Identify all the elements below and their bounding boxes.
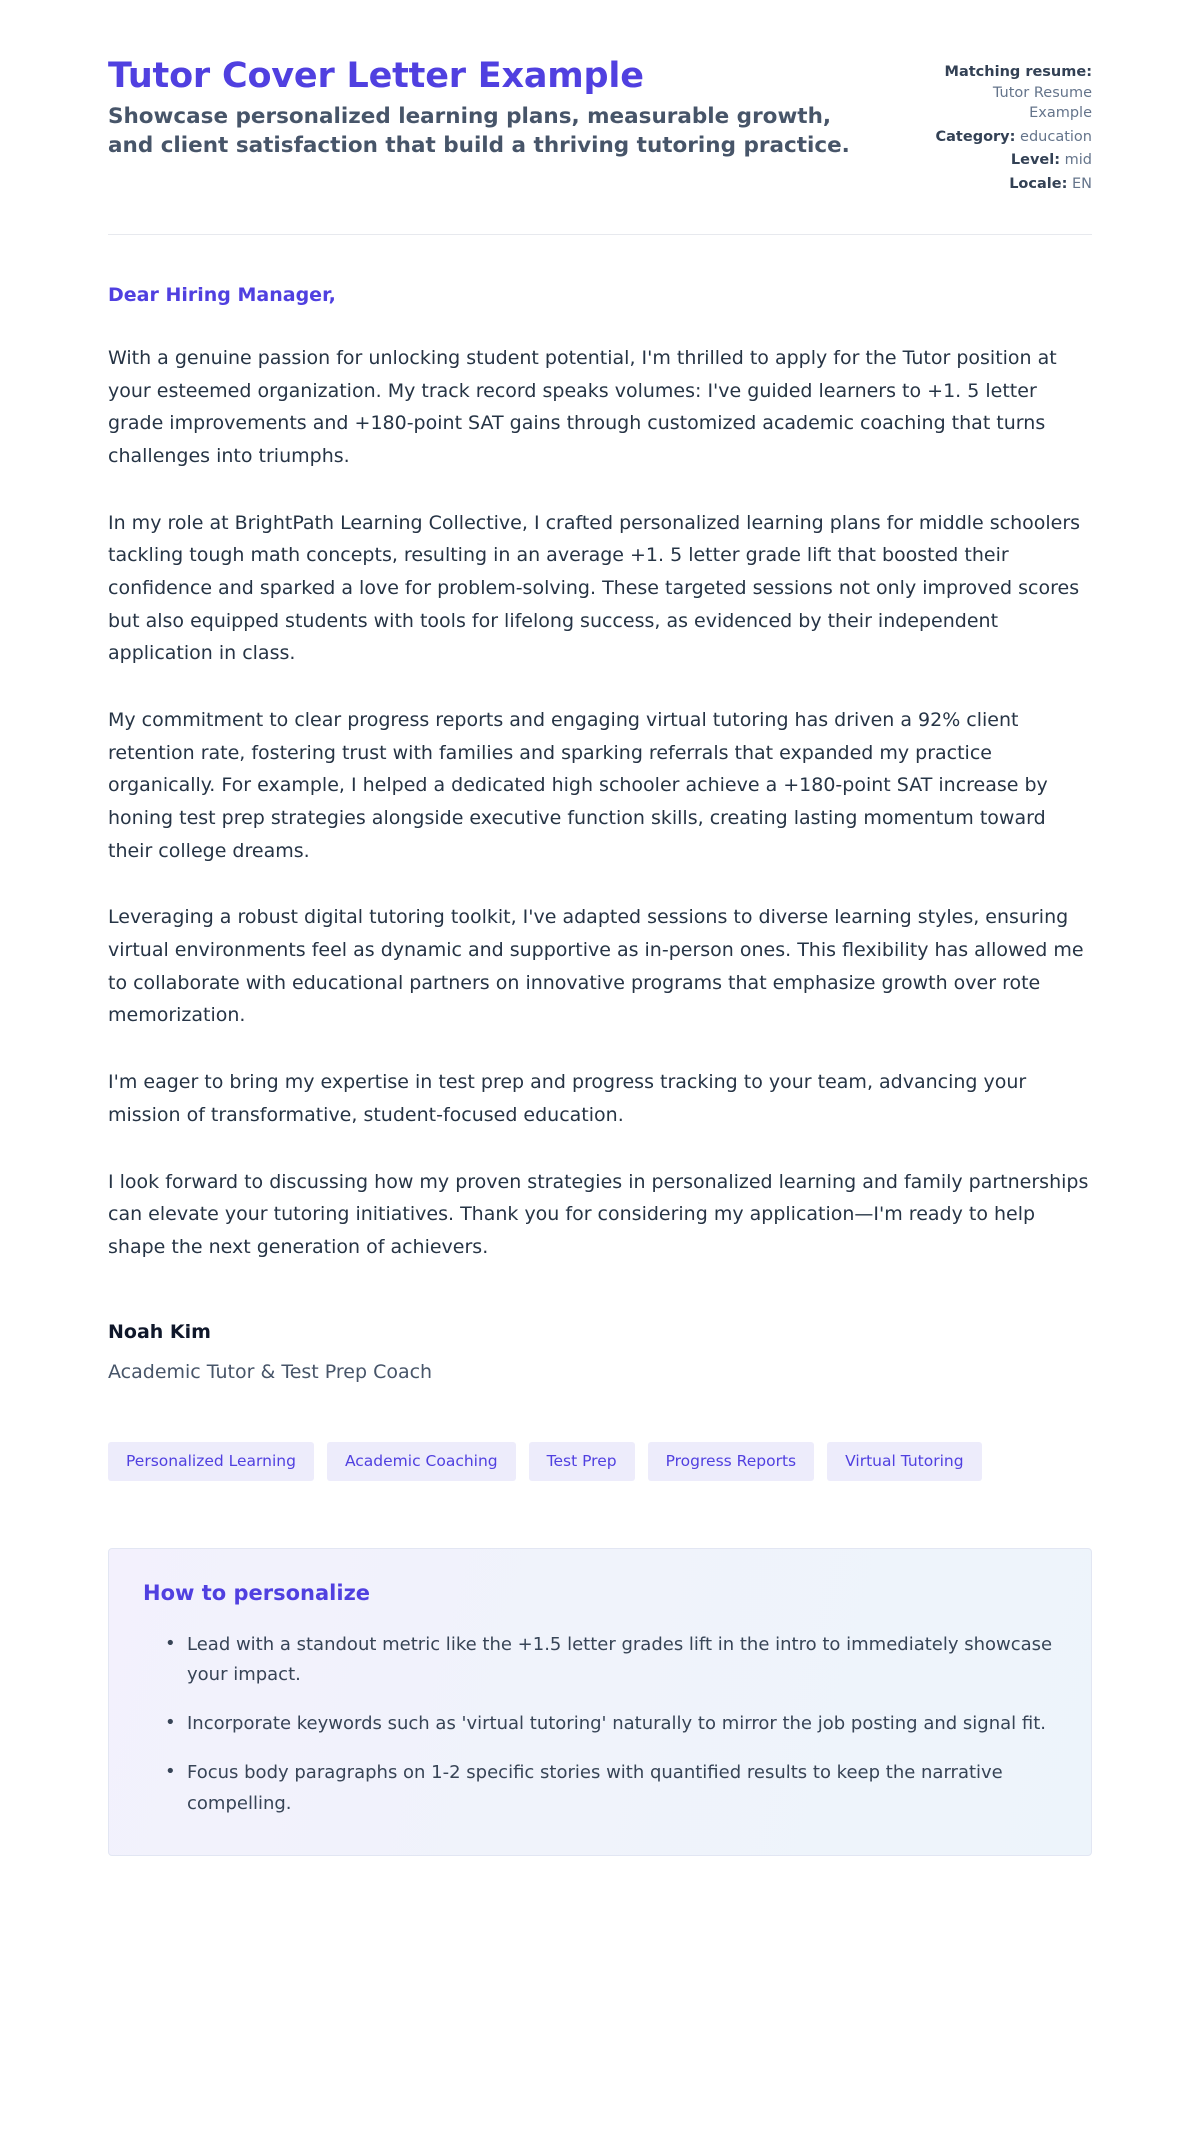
signature-block [108, 1320, 1092, 1385]
meta-value-level: mid [1064, 152, 1092, 169]
meta-label-level: Level: [1010, 152, 1061, 169]
meta-label-matching-resume: Matching resume: [944, 64, 1092, 80]
tag-chip[interactable]: Test Prep [529, 1442, 635, 1482]
tag-list [108, 1442, 1092, 1482]
meta-value-locale: EN [1071, 175, 1092, 192]
document-metadata [932, 56, 1092, 197]
callout-tip-item: • Incorporate keywords such as 'virtual tutoring' naturally to mirror the job posting and signal fit. [165, 1709, 1057, 1739]
callout-tip-item: • Focus body paragraphs on 1-2 specific stories with quantified results to keep the narrative compelling. [165, 1758, 1057, 1818]
page-title: Tutor Cover Letter Example [108, 56, 644, 96]
callout-tip-list [143, 1630, 1057, 1819]
salutation: Dear Hiring Manager, [108, 284, 336, 307]
meta-row-matching-resume [932, 62, 1092, 124]
header-text-block [108, 56, 868, 161]
tag-chip[interactable]: Virtual Tutoring [827, 1442, 981, 1482]
letter-paragraph: With a genuine passion for unlocking student potential, I'm thrilled to apply for the Tutor position at your esteemed organization. My track record speaks volumes: I've guided learners to +1. 5 letter grade improvements and +180-point SAT gains through customized academic coaching that turns challenges into triumphs. [108, 347, 1057, 468]
letter-paragraph: I'm eager to bring my expertise in test prep and progress tracking to your team, advancing your mission of transformative, student-focused education. [108, 1071, 1027, 1126]
letter-paragraph: Leveraging a robust digital tutoring toolkit, I've adapted sessions to diverse learning styles, ensuring virtual environments feel as dynamic and supportive as in-person ones. This flexibility has allowed me to collaborate with educational partners on innovative programs that emphasize growth over rote memorization. [108, 906, 1084, 1027]
meta-value-category: education [1020, 128, 1092, 145]
meta-label-locale: Locale: [1009, 175, 1068, 192]
signature-role: Academic Tutor & Test Prep Coach [108, 1361, 433, 1384]
callout-title: How to personalize [143, 1581, 371, 1606]
callout-tip-item: • Lead with a standout metric like the +1.5 letter grades lift in the intro to immediately showcase your impact. [165, 1630, 1057, 1690]
page-subtitle: Showcase personalized learning plans, measurable growth, and client satisfaction that build a thriving tutoring practice. [108, 104, 850, 159]
letter-paragraph: In my role at BrightPath Learning Collective, I crafted personalized learning plans for middle schoolers tackling tough math concepts, resulting in an average +1. 5 letter grade lift that boosted their confidence and sparked a love for problem-solving. These targeted sessions not only improved scores but also equipped students with tools for lifelong success, as evidenced by their independent application in class. [108, 511, 1081, 665]
tag-chip[interactable]: Academic Coaching [327, 1442, 516, 1482]
how-to-personalize-callout [108, 1548, 1092, 1855]
meta-row-category [932, 127, 1092, 148]
meta-value-matching-resume: Tutor Resume Example [992, 84, 1092, 122]
meta-label-category: Category: [935, 128, 1016, 145]
signature-name: Noah Kim [108, 1320, 211, 1343]
letter-paragraph: My commitment to clear progress reports and engaging virtual tutoring has driven a 92% client retention rate, fostering trust with families and sparking referrals that expanded my practice organically. For example, I helped a dedicated high schooler achieve a +180-point SAT increase by honing test prep strategies alongside executive function skills, creating lasting momentum toward their college dreams. [108, 709, 1048, 862]
meta-row-level [932, 150, 1092, 171]
letter-body [108, 235, 1092, 1855]
page-header [108, 56, 1092, 197]
tag-chip[interactable]: Personalized Learning [108, 1442, 314, 1482]
letter-paragraph: I look forward to discussing how my proven strategies in personalized learning and family partnerships can elevate your tutoring initiatives. Thank you for considering my application—I'm ready to help shape the next generation of achievers. [108, 1170, 1089, 1258]
meta-row-locale [932, 174, 1092, 195]
tag-chip[interactable]: Progress Reports [648, 1442, 815, 1482]
